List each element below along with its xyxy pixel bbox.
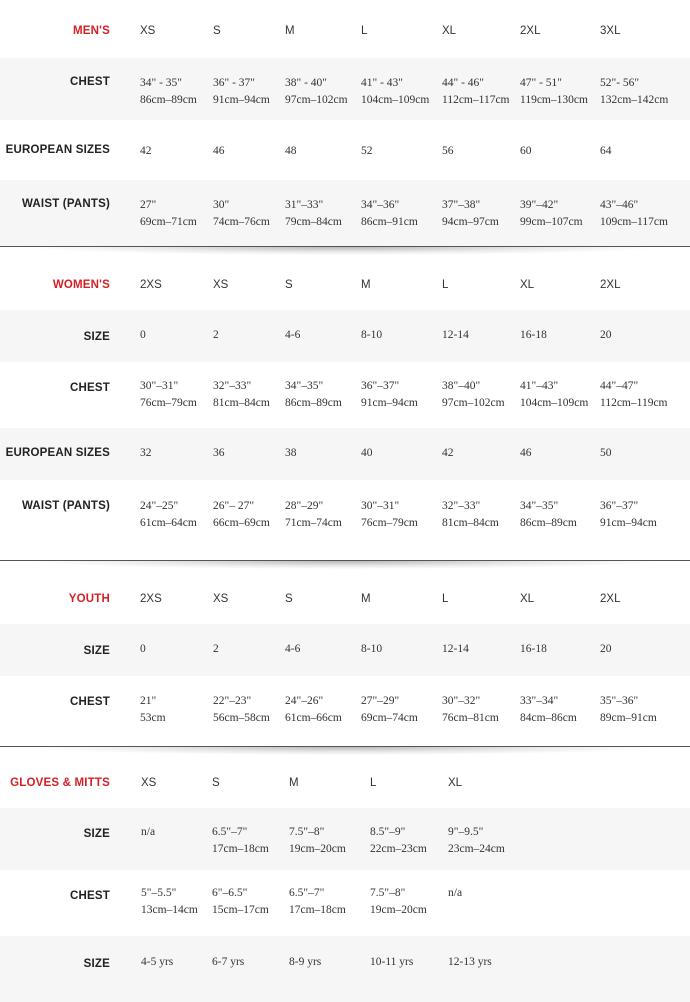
gloves-size-row	[0, 808, 690, 870]
table-cell: 31"–33" 79cm–84cm	[285, 199, 342, 228]
table-cell: 2	[213, 643, 219, 655]
table-cell: 24"–26" 61cm–66cm	[285, 695, 342, 724]
womens-size-row	[0, 310, 690, 362]
table-cell: 34" - 35" 86cm–89cm	[140, 77, 197, 106]
table-cell: 32"–33" 81cm–84cm	[442, 500, 499, 529]
size-header: M	[361, 279, 371, 291]
table-cell: 36" - 37" 91cm–94cm	[213, 77, 270, 106]
table-cell: 4-6	[285, 643, 301, 655]
table-cell: 47" - 51" 119cm–130cm	[520, 77, 588, 106]
row-label: CHEST	[70, 382, 110, 394]
table-cell: 30" 74cm–76cm	[213, 199, 270, 228]
table-cell: 48	[285, 145, 297, 157]
section-title-mens: MEN'S	[73, 25, 110, 37]
table-cell: 6-7 yrs	[212, 956, 245, 968]
section-divider-shadow	[30, 247, 660, 255]
table-cell: 12-14	[442, 643, 469, 655]
section-title-youth: YOUTH	[68, 593, 110, 605]
youth-size-row	[0, 624, 690, 676]
youth-chest-row	[0, 676, 690, 746]
table-cell: 27"–29" 69cm–74cm	[361, 695, 418, 724]
gloves-age-row	[0, 936, 690, 1002]
size-header: M	[289, 777, 299, 789]
mens-chest-row	[0, 58, 690, 120]
table-cell: 56	[442, 145, 454, 157]
row-label: EUROPEAN SIZES	[5, 144, 110, 156]
section-divider-shadow	[30, 561, 660, 569]
table-cell: 0	[140, 329, 146, 341]
size-header: XL	[448, 777, 463, 789]
table-cell: 7.5"–8" 19cm–20cm	[370, 887, 427, 916]
size-header: S	[212, 777, 220, 789]
table-cell: 32"–33" 81cm–84cm	[213, 380, 270, 409]
size-header: 2XL	[520, 25, 541, 37]
table-cell: 30"–31" 76cm–79cm	[361, 500, 418, 529]
size-header: S	[285, 279, 293, 291]
row-label: SIZE	[83, 828, 110, 840]
table-cell: 52	[361, 145, 373, 157]
table-cell: 36"–37" 91cm–94cm	[361, 380, 418, 409]
section-title-womens: WOMEN'S	[52, 279, 110, 291]
table-cell: 10-11 yrs	[370, 956, 414, 968]
size-header: XL	[520, 279, 535, 291]
table-cell: 30"–32" 76cm–81cm	[442, 695, 499, 724]
size-header: L	[370, 777, 377, 789]
table-cell: 34"–35" 86cm–89cm	[520, 500, 577, 529]
table-cell: 21" 53cm	[140, 695, 166, 724]
size-header: 2XS	[140, 593, 162, 605]
table-cell: 34"–36" 86cm–91cm	[361, 199, 418, 228]
table-cell: 22"–23" 56cm–58cm	[213, 695, 270, 724]
table-cell: 8-9 yrs	[289, 956, 322, 968]
size-header: L	[361, 25, 368, 37]
row-label: CHEST	[70, 696, 110, 708]
mens-waist-row	[0, 180, 690, 246]
table-cell: 24"–25" 61cm–64cm	[140, 500, 197, 529]
youth-header-row	[0, 572, 690, 624]
gloves-chest-row	[0, 870, 690, 936]
table-cell: 36"–37" 91cm–94cm	[600, 500, 657, 529]
table-cell: 30"–31" 76cm–79cm	[140, 380, 197, 409]
table-cell: 33"–34" 84cm–86cm	[520, 695, 577, 724]
table-cell: 26"– 27" 66cm–69cm	[213, 500, 270, 529]
size-header: XL	[442, 25, 457, 37]
table-cell: 38	[285, 447, 297, 459]
table-cell: 28"–29" 71cm–74cm	[285, 500, 342, 529]
mens-european-row	[0, 120, 690, 180]
table-cell: 50	[600, 447, 612, 459]
table-cell: 38" - 40" 97cm–102cm	[285, 77, 348, 106]
table-cell: 12-14	[442, 329, 469, 341]
table-cell: 36	[213, 447, 225, 459]
table-cell: 44"–47" 112cm–119cm	[600, 380, 668, 409]
table-cell: 16-18	[520, 643, 547, 655]
table-cell: 41"–43" 104cm–109cm	[520, 380, 589, 409]
size-header: 3XL	[600, 25, 621, 37]
table-cell: 8-10	[361, 329, 383, 341]
row-label: EUROPEAN SIZES	[5, 447, 110, 459]
size-header: 2XL	[600, 279, 621, 291]
table-cell: n/a	[141, 826, 156, 838]
table-cell: 9"–9.5" 23cm–24cm	[448, 826, 505, 855]
table-cell: 8.5"–9" 22cm–23cm	[370, 826, 427, 855]
table-cell: 41" - 43" 104cm–109cm	[361, 77, 430, 106]
table-cell: 8-10	[361, 643, 383, 655]
table-cell: 16-18	[520, 329, 547, 341]
table-cell: 4-6	[285, 329, 301, 341]
size-header: S	[285, 593, 293, 605]
row-label: CHEST	[70, 76, 110, 88]
size-header: L	[442, 593, 449, 605]
mens-header-row	[0, 0, 690, 58]
table-cell: 34"–35" 86cm–89cm	[285, 380, 342, 409]
womens-european-row	[0, 428, 690, 480]
table-cell: 37"–38" 94cm–97cm	[442, 199, 499, 228]
section-title-gloves: GLOVES & MITTS	[10, 777, 110, 789]
row-label: SIZE	[83, 645, 110, 657]
table-cell: 60	[520, 145, 532, 157]
row-label: WAIST (PANTS)	[22, 500, 110, 512]
table-cell: 2	[213, 329, 219, 341]
table-cell: 44" - 46" 112cm–117cm	[442, 77, 510, 106]
table-cell: 46	[520, 447, 532, 459]
size-header: M	[285, 25, 295, 37]
size-header: M	[361, 593, 371, 605]
table-cell: 0	[140, 643, 146, 655]
table-cell: n/a	[448, 887, 463, 899]
size-header: XS	[141, 777, 157, 789]
table-cell: 38"–40" 97cm–102cm	[442, 380, 505, 409]
row-label: CHEST	[70, 890, 110, 902]
size-header: XS	[213, 593, 229, 605]
womens-waist-row	[0, 480, 690, 560]
table-cell: 5"–5.5" 13cm–14cm	[141, 887, 198, 916]
row-label: WAIST (PANTS)	[22, 198, 110, 210]
size-header: 2XS	[140, 279, 162, 291]
table-cell: 4-5 yrs	[141, 956, 174, 968]
table-cell: 42	[140, 145, 152, 157]
table-cell: 6.5"–7" 17cm–18cm	[212, 826, 269, 855]
table-cell: 42	[442, 447, 454, 459]
table-cell: 40	[361, 447, 373, 459]
womens-header-row	[0, 258, 690, 310]
size-header: XS	[140, 25, 156, 37]
table-cell: 27" 69cm–71cm	[140, 199, 197, 228]
section-divider-shadow	[30, 747, 660, 755]
size-header: XS	[213, 279, 229, 291]
table-cell: 12-13 yrs	[448, 956, 492, 968]
size-header: S	[213, 25, 221, 37]
row-label: SIZE	[83, 958, 110, 970]
table-cell: 64	[600, 145, 612, 157]
row-label: SIZE	[83, 331, 110, 343]
size-header: L	[442, 279, 449, 291]
size-header: XL	[520, 593, 535, 605]
table-cell: 35"–36" 89cm–91cm	[600, 695, 657, 724]
size-header: 2XL	[600, 593, 621, 605]
table-cell: 7.5"–8" 19cm–20cm	[289, 826, 346, 855]
table-cell: 39"–42" 99cm–107cm	[520, 199, 583, 228]
table-cell: 46	[213, 145, 225, 157]
gloves-header-row	[0, 756, 690, 808]
table-cell: 43"–46" 109cm–117cm	[600, 199, 668, 228]
table-cell: 20	[600, 643, 612, 655]
table-cell: 20	[600, 329, 612, 341]
table-cell: 52"- 56" 132cm–142cm	[600, 77, 669, 106]
table-cell: 32	[140, 447, 152, 459]
womens-chest-row	[0, 362, 690, 428]
table-cell: 6.5"–7" 17cm–18cm	[289, 887, 346, 916]
table-cell: 6"–6.5" 15cm–17cm	[212, 887, 269, 916]
